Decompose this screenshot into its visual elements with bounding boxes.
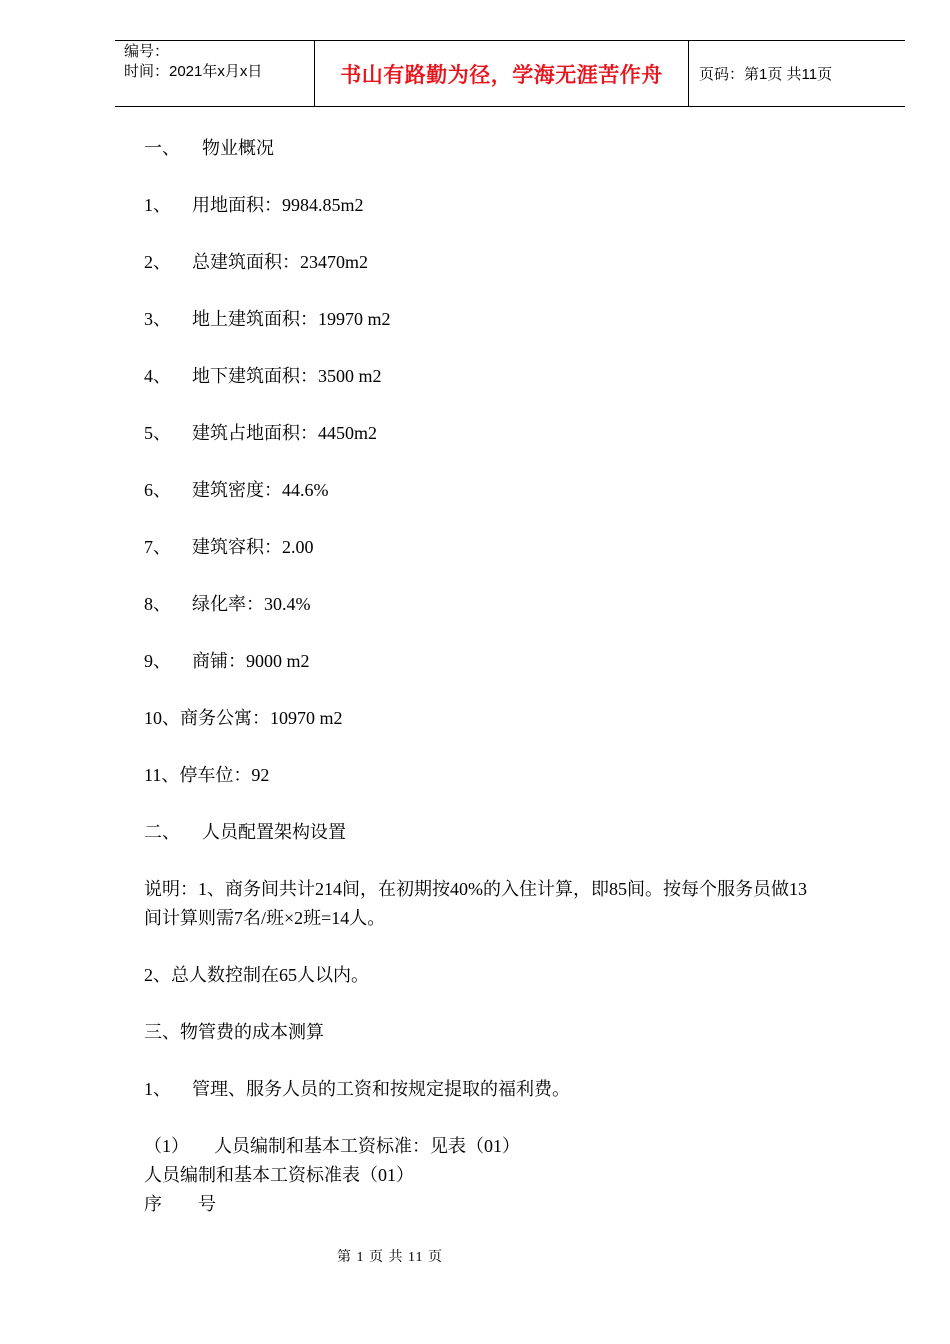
- overview-item: 10、商务公寓：10970 m2: [144, 708, 343, 728]
- overview-item: 7、 建筑容积：2.00: [144, 537, 314, 557]
- overview-item: 4、 地下建筑面积：3500 m2: [144, 366, 382, 386]
- header-page-info: 页码：第1页 共11页: [699, 66, 833, 83]
- table-column-header: 序 号: [144, 1194, 216, 1214]
- header-meta: [115, 41, 315, 106]
- document-body: [144, 134, 884, 1219]
- overview-item: 1、 用地面积：9984.85m2: [144, 195, 364, 215]
- cost-item-1: 1、 管理、服务人员的工资和按规定提取的福利费。: [144, 1079, 570, 1099]
- staffing-note-1: 说明：1、商务间共计214间，在初期按40%的入住计算，即85间。按每个服务员做13 间计算则需7名/班×2班=14人。: [144, 879, 807, 928]
- cost-subitem-1: （1） 人员编制和基本工资标准：见表（01）: [144, 1136, 520, 1156]
- overview-item: 3、 地上建筑面积：19970 m2: [144, 309, 391, 329]
- section-number: 二、: [144, 822, 180, 842]
- section-heading-1: [144, 134, 884, 163]
- section-title: 物业概况: [202, 138, 274, 158]
- overview-item: 2、 总建筑面积：23470m2: [144, 252, 369, 272]
- section-heading-3: 三、物管费的成本测算: [144, 1022, 324, 1042]
- overview-item: 6、 建筑密度：44.6%: [144, 480, 329, 500]
- overview-item: 11、停车位：92: [144, 765, 270, 785]
- header-motto: 书山有路勤为径，学海无涯苦作舟: [315, 41, 689, 106]
- section-number: 一、: [144, 138, 180, 158]
- overview-item: 9、 商铺：9000 m2: [144, 651, 310, 671]
- footer-page-number: 第 1 页 共 11 页: [337, 1250, 443, 1265]
- staffing-note-2: 2、总人数控制在65人以内。: [144, 965, 369, 985]
- overview-item: 5、 建筑占地面积：4450m2: [144, 423, 378, 443]
- section-title: 人员配置架构设置: [202, 822, 346, 842]
- section-heading-2: [144, 818, 884, 847]
- document-time: 时间：2021年x月x日: [124, 63, 263, 80]
- page-header: [115, 40, 905, 107]
- document-number-label: 编号：: [124, 43, 170, 60]
- overview-item: 8、 绿化率：30.4%: [144, 594, 311, 614]
- page-footer: [0, 1246, 950, 1266]
- table-title: 人员编制和基本工资标准表（01）: [144, 1165, 414, 1185]
